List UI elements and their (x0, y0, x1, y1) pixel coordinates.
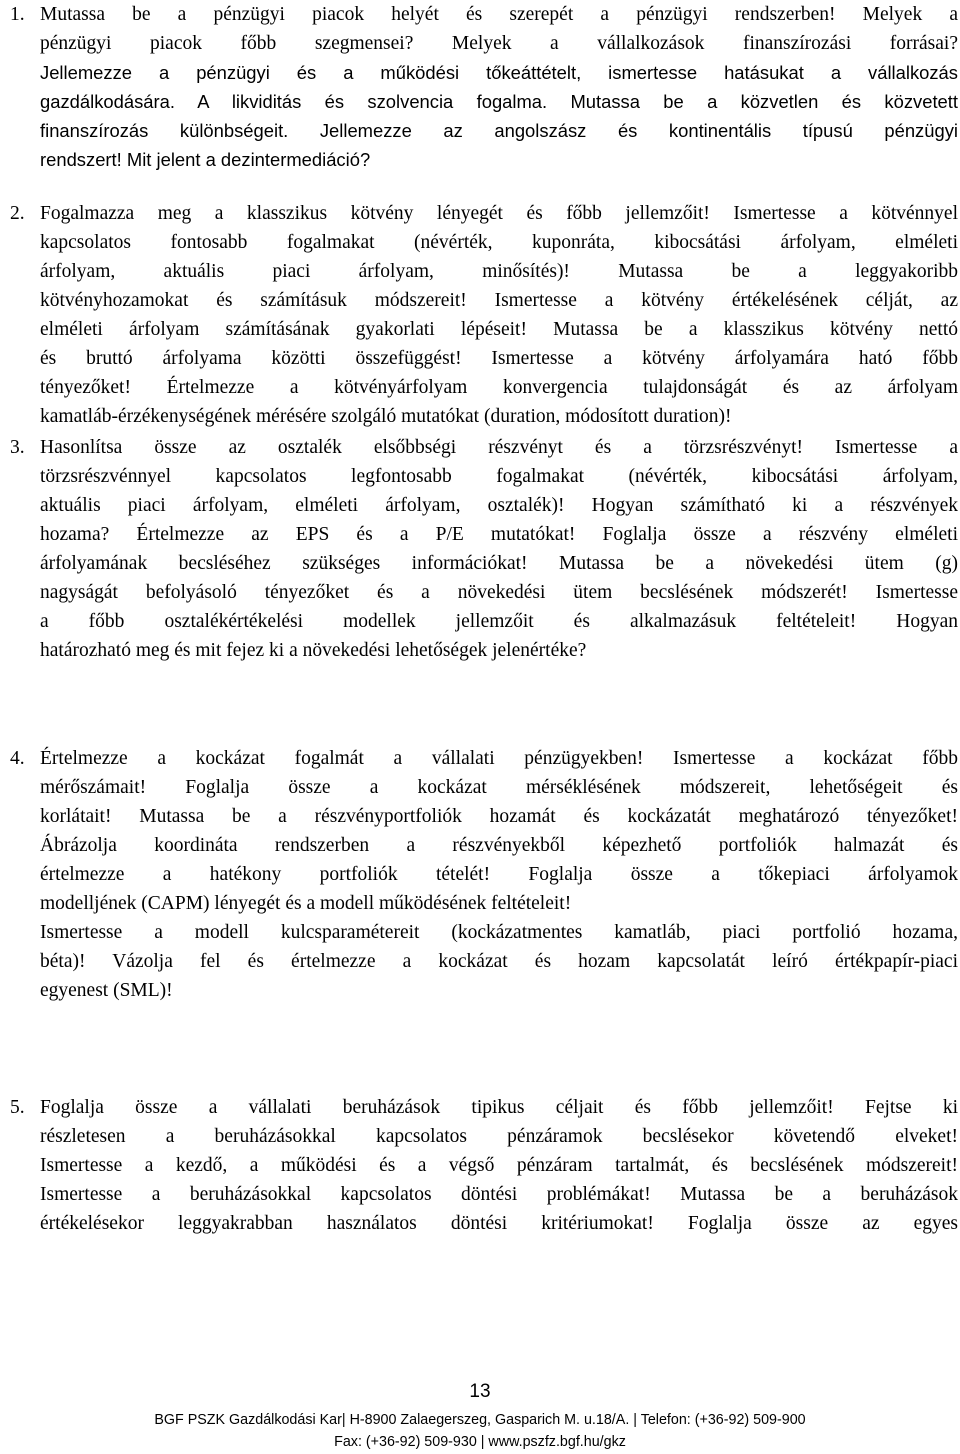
text-line: kötvényhozamokat és számításuk módszereit! Ismertesse a kötvény értékelésének célját, az (40, 290, 958, 311)
question-2 (10, 199, 958, 431)
question-text (40, 0, 958, 174)
text-line: részletesen a beruházásokkal kapcsolatos pénzáramok becslésekor követendő elveket! (40, 1126, 958, 1147)
question-1 (10, 0, 958, 174)
text-line: aktuális piaci árfolyam, elméleti árfolyam, osztalék)! Hogyan számítható ki a részvények (40, 495, 958, 516)
question-text (40, 199, 958, 431)
text-line: értelmezze a hatékony portfoliók tételét! Foglalja össze a tőkepiaci árfolyamok (40, 864, 958, 885)
question-4 (10, 744, 958, 1005)
text-line: kapcsolatos fontosabb fogalmakat (névérték, kuponráta, kibocsátási árfolyam, elméleti (40, 232, 958, 253)
question-text (40, 744, 958, 1005)
footer-contact: Fax: (+36-92) 509-930 | www.pszfz.bgf.hu/gkz (334, 1434, 626, 1450)
question-number: 2. (10, 203, 25, 224)
text-line: elméleti árfolyam számításának gyakorlati lépéseit! Mutassa be a klasszikus kötvény nettó (40, 319, 958, 340)
text-line: Ismertesse a modell kulcsparamétereit (kockázatmentes kamatláb, piaci portfolió hozama, (40, 922, 958, 943)
question-text (40, 433, 958, 665)
text-line: Ábrázolja koordináta rendszerben a részvényekből képezhető portfoliók halmazát és (40, 835, 958, 856)
question-number: 5. (10, 1097, 25, 1118)
text-line: Hasonlítsa össze az osztalék elsőbbségi részvényt és a törzsrészvényt! Ismertesse a (40, 437, 958, 458)
text-line: Értelmezze a kockázat fogalmát a vállalati pénzügyekben! Ismertesse a kockázat főbb (40, 748, 958, 769)
question-number: 4. (10, 748, 25, 769)
text-line: egyenest (SML)! (40, 980, 173, 1001)
text-line: korlátait! Mutassa be a részvényportfoliók hozamát és kockázatát meghatározó tényezőket! (40, 806, 958, 827)
question-5 (10, 1093, 958, 1238)
text-line: a főbb osztalékértékelési modellek jellemzőit és alkalmazásuk feltételeit! Hogyan (40, 611, 958, 632)
text-line: Mutassa be a pénzügyi piacok helyét és szerepét a pénzügyi rendszerben! Melyek a (40, 4, 958, 25)
text-line: kamatláb-érzékenységének mérésére szolgáló mutatókat (duration, módosított duration)! (40, 406, 732, 427)
text-line: mérőszámait! Foglalja össze a kockázat mérséklésének módszereit, lehetőségeit és (40, 777, 958, 798)
text-line: értékelésekor leggyakrabban használatos döntési kritériumokat! Foglalja össze az egyes (40, 1213, 958, 1234)
text-line: nagyságát befolyásoló tényezőket és a növekedési ütem becslésének módszerét! Ismertesse (40, 582, 958, 603)
text-line: rendszert! Mit jelent a dezintermediáció? (40, 149, 371, 170)
text-line: béta)! Vázolja fel és értelmezze a kockázat és hozam kapcsolatát leíró értékpapír-piaci (40, 951, 958, 972)
footer-address: BGF PSZK Gazdálkodási Kar| H-8900 Zalaegerszeg, Gasparich M. u.18/A. | Telefon: (+36-92) 509-900 (154, 1412, 806, 1428)
question-3 (10, 433, 958, 665)
text-line: Foglalja össze a vállalati beruházások tipikus céljait és főbb jellemzőit! Fejtse ki (40, 1097, 958, 1118)
question-text (40, 1093, 958, 1238)
text-line: Jellemezze a pénzügyi és a működési tőkeáttételt, ismertesse hatásukat a vállalkozás (40, 62, 958, 83)
text-line: hozama? Értelmezze az EPS és a P/E mutatókat! Foglalja össze a részvény elméleti (40, 524, 958, 545)
text-line: határozható meg és mit fejez ki a növekedési lehetőségek jelenértéke? (40, 640, 587, 661)
text-line: gazdálkodására. A likviditás és szolvencia fogalma. Mutassa be a közvetlen és közvetett (40, 91, 958, 112)
text-line: árfolyam, aktuális piaci árfolyam, minősítés)! Mutassa be a leggyakoribb (40, 261, 958, 282)
text-line: Ismertesse a kezdő, a működési és a végső pénzáram tartalmát, és becslésének módszereit! (40, 1155, 958, 1176)
text-line: és bruttó árfolyama közötti összefüggést! Ismertesse a kötvény árfolyamára ható főbb (40, 348, 958, 369)
text-line: finanszírozás különbségeit. Jellemezze az angolszász és kontinentális típusú pénzügyi (40, 120, 958, 141)
question-number: 3. (10, 437, 25, 458)
page-number: 13 (469, 1381, 491, 1402)
text-line: pénzügyi piacok főbb szegmensei? Melyek a vállalkozások finanszírozási forrásai? (40, 33, 958, 54)
text-line: modelljének (CAPM) lényegét és a modell működésének feltételeit! (40, 893, 572, 914)
question-number: 1. (10, 4, 25, 25)
text-line: törzsrészvénnyel kapcsolatos legfontosabb fogalmakat (névérték, kibocsátási árfolyam, (40, 466, 958, 487)
text-line: Fogalmazza meg a klasszikus kötvény lényegét és főbb jellemzőit! Ismertesse a kötvénnyel (40, 203, 958, 224)
text-line: Ismertesse a beruházásokkal kapcsolatos döntési problémákat! Mutassa be a beruházások (40, 1184, 958, 1205)
text-line: árfolyamának becsléséhez szükséges információkat! Mutassa be a növekedési ütem (g) (40, 553, 958, 574)
text-line: tényezőket! Értelmezze a kötvényárfolyam konvergencia tulajdonságát és az árfolyam (40, 377, 958, 398)
